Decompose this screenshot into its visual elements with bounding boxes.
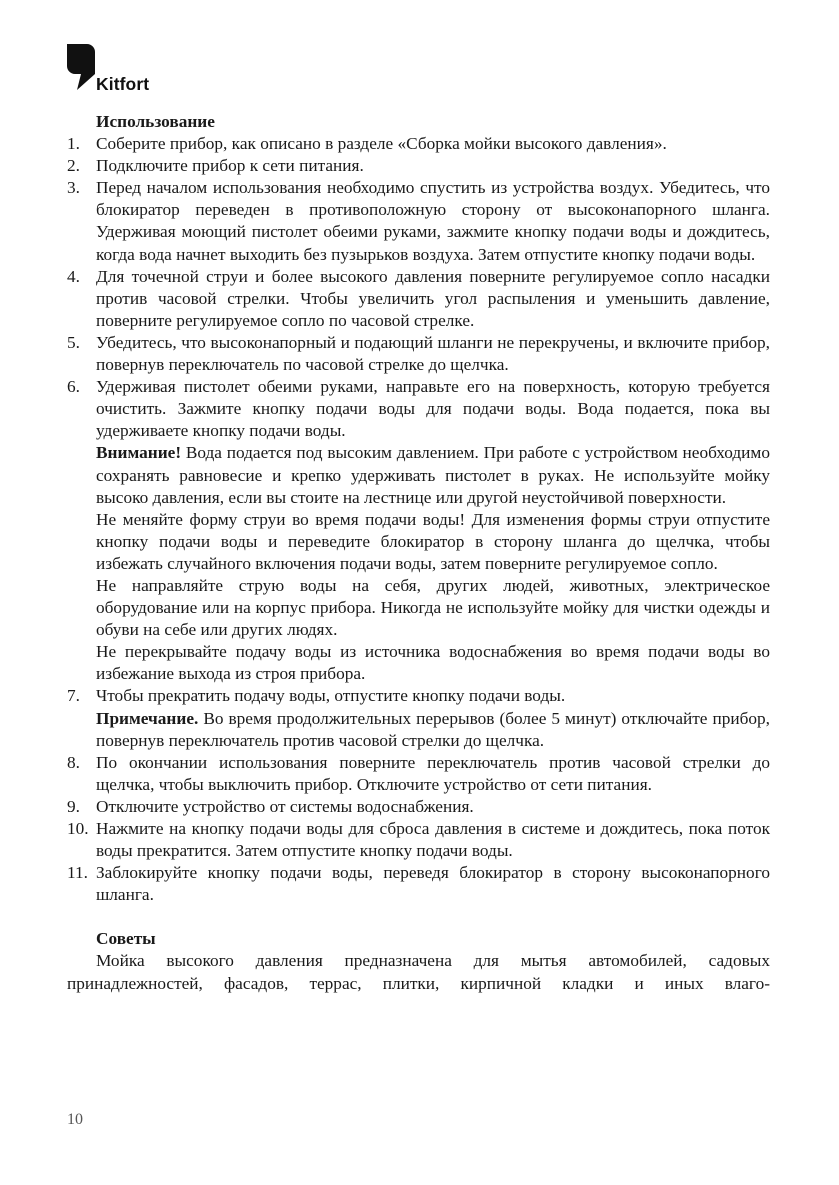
warning-label: Внимание! <box>96 443 182 463</box>
step-number: 8. <box>67 752 80 772</box>
list-item <box>67 685 770 751</box>
list-item <box>67 266 770 332</box>
step-number: 9. <box>67 796 80 816</box>
step-text: Соберите прибор, как описано в разделе «Сборка мойки высокого давления». <box>96 134 667 154</box>
step-number: 3. <box>67 178 80 198</box>
tips-title: Советы <box>96 929 156 949</box>
note-text: Во время продолжительных перерывов (более 5 минут) отключайте прибор, повернув переключатель против часовой стрелки до щелчка. <box>96 708 770 750</box>
section-title: Использование <box>96 112 215 131</box>
list-item <box>67 332 770 376</box>
step-number: 1. <box>67 134 80 154</box>
step-number: 11. <box>67 863 88 883</box>
list-item <box>67 818 770 862</box>
step-paragraph: Не направляйте струю воды на себя, других людей, животных, электрическое оборудование или на корпус прибора. Никогда не используйте мойку для чистки одежды и обуви на себе или других людях. <box>96 575 770 640</box>
step-text: По окончании использования поверните переключатель против часовой стрелки до щелчка, чтобы выключить прибор. Отключите устройство от сети питания. <box>96 752 770 794</box>
list-item <box>67 376 770 685</box>
step-number: 4. <box>67 266 80 286</box>
list-item <box>67 796 770 818</box>
step-text: Заблокируйте кнопку подачи воды, переведя блокиратор в сторону высоконапорного шланга. <box>96 863 770 905</box>
step-paragraph: Не меняйте форму струи во время подачи воды! Для изменения формы струи отпустите кнопку подачи воды и переведите блокиратор в сторону шланга до щелчка, чтобы избежать случайного включения подачи воды, затем поверните регулируемое сопло. <box>96 509 770 573</box>
step-text: Перед началом использования необходимо спустить из устройства воздух. Убедитесь, что блокиратор переведен в противоположную сторону от высоконапорного шланга. Удерживая моющий пистолет обеими руками, зажмите кнопку подачи воды и дождитесь, когда вода начнет выходить без пузырьков воздуха. Затем отпустите кнопку подачи воды. <box>96 178 770 264</box>
kitfort-logo-icon <box>67 44 95 90</box>
list-item <box>67 155 770 177</box>
remark-note <box>96 708 770 752</box>
brand-name: Kitfort <box>96 74 150 94</box>
warning-note <box>96 442 770 508</box>
step-number: 6. <box>67 377 80 397</box>
step-text: Убедитесь, что высоконапорный и подающий шланги не перекручены, и включите прибор, повернув переключатель по часовой стрелке до щелчка. <box>96 332 770 375</box>
step-number: 7. <box>67 686 80 706</box>
list-item <box>67 862 770 906</box>
brand-logo <box>67 44 197 99</box>
page-number: 10 <box>67 1111 83 1128</box>
warning-text: Вода подается под высоким давлением. При работе с устройством необходимо сохранять равновесие и крепко удерживать пистолет в руках. Не используйте мойку высоко давления, если вы стоите на лестнице или другой неустойчивой поверхности. <box>96 443 770 507</box>
step-text: Для точечной струи и более высокого давления поверните регулируемое сопло насадки против часовой стрелки. Чтобы увеличить угол распыления и уменьшить давление, поверните регулируемое сопло по часовой стрелке. <box>96 266 770 330</box>
step-number: 5. <box>67 332 80 352</box>
step-text: Чтобы прекратить подачу воды, отпустите кнопку подачи воды. <box>96 686 566 706</box>
list-item <box>67 752 770 796</box>
list-item <box>67 133 770 155</box>
step-number: 2. <box>67 156 80 176</box>
step-text: Подключите прибор к сети питания. <box>96 156 364 176</box>
tips-text: Мойка высокого давления предназначена для мытья автомобилей, садовых принадлежностей, фасадов, террас, плитки, кирпичной кладки и иных влаго- <box>67 951 770 993</box>
note-label: Примечание. <box>96 708 199 728</box>
step-text: Отключите устройство от системы водоснабжения. <box>96 796 474 816</box>
step-text: Нажмите на кнопку подачи воды для сброса давления в системе и дождитесь, пока поток воды прекратится. Затем отпустите кнопку подачи воды. <box>96 819 770 861</box>
list-item <box>67 177 770 265</box>
step-text: Удерживая пистолет обеими руками, направьте его на поверхность, которую требуется очистить. Зажмите кнопку подачи воды для подачи воды. Вода подается, пока вы удерживаете кнопку подачи воды. <box>96 377 770 441</box>
step-number: 10. <box>67 819 89 838</box>
step-paragraph: Не перекрывайте подачу воды из источника водоснабжения во время подачи воды во избежание выхода из строя прибора. <box>96 642 770 684</box>
usage-steps <box>67 133 770 906</box>
page-content <box>67 111 770 995</box>
